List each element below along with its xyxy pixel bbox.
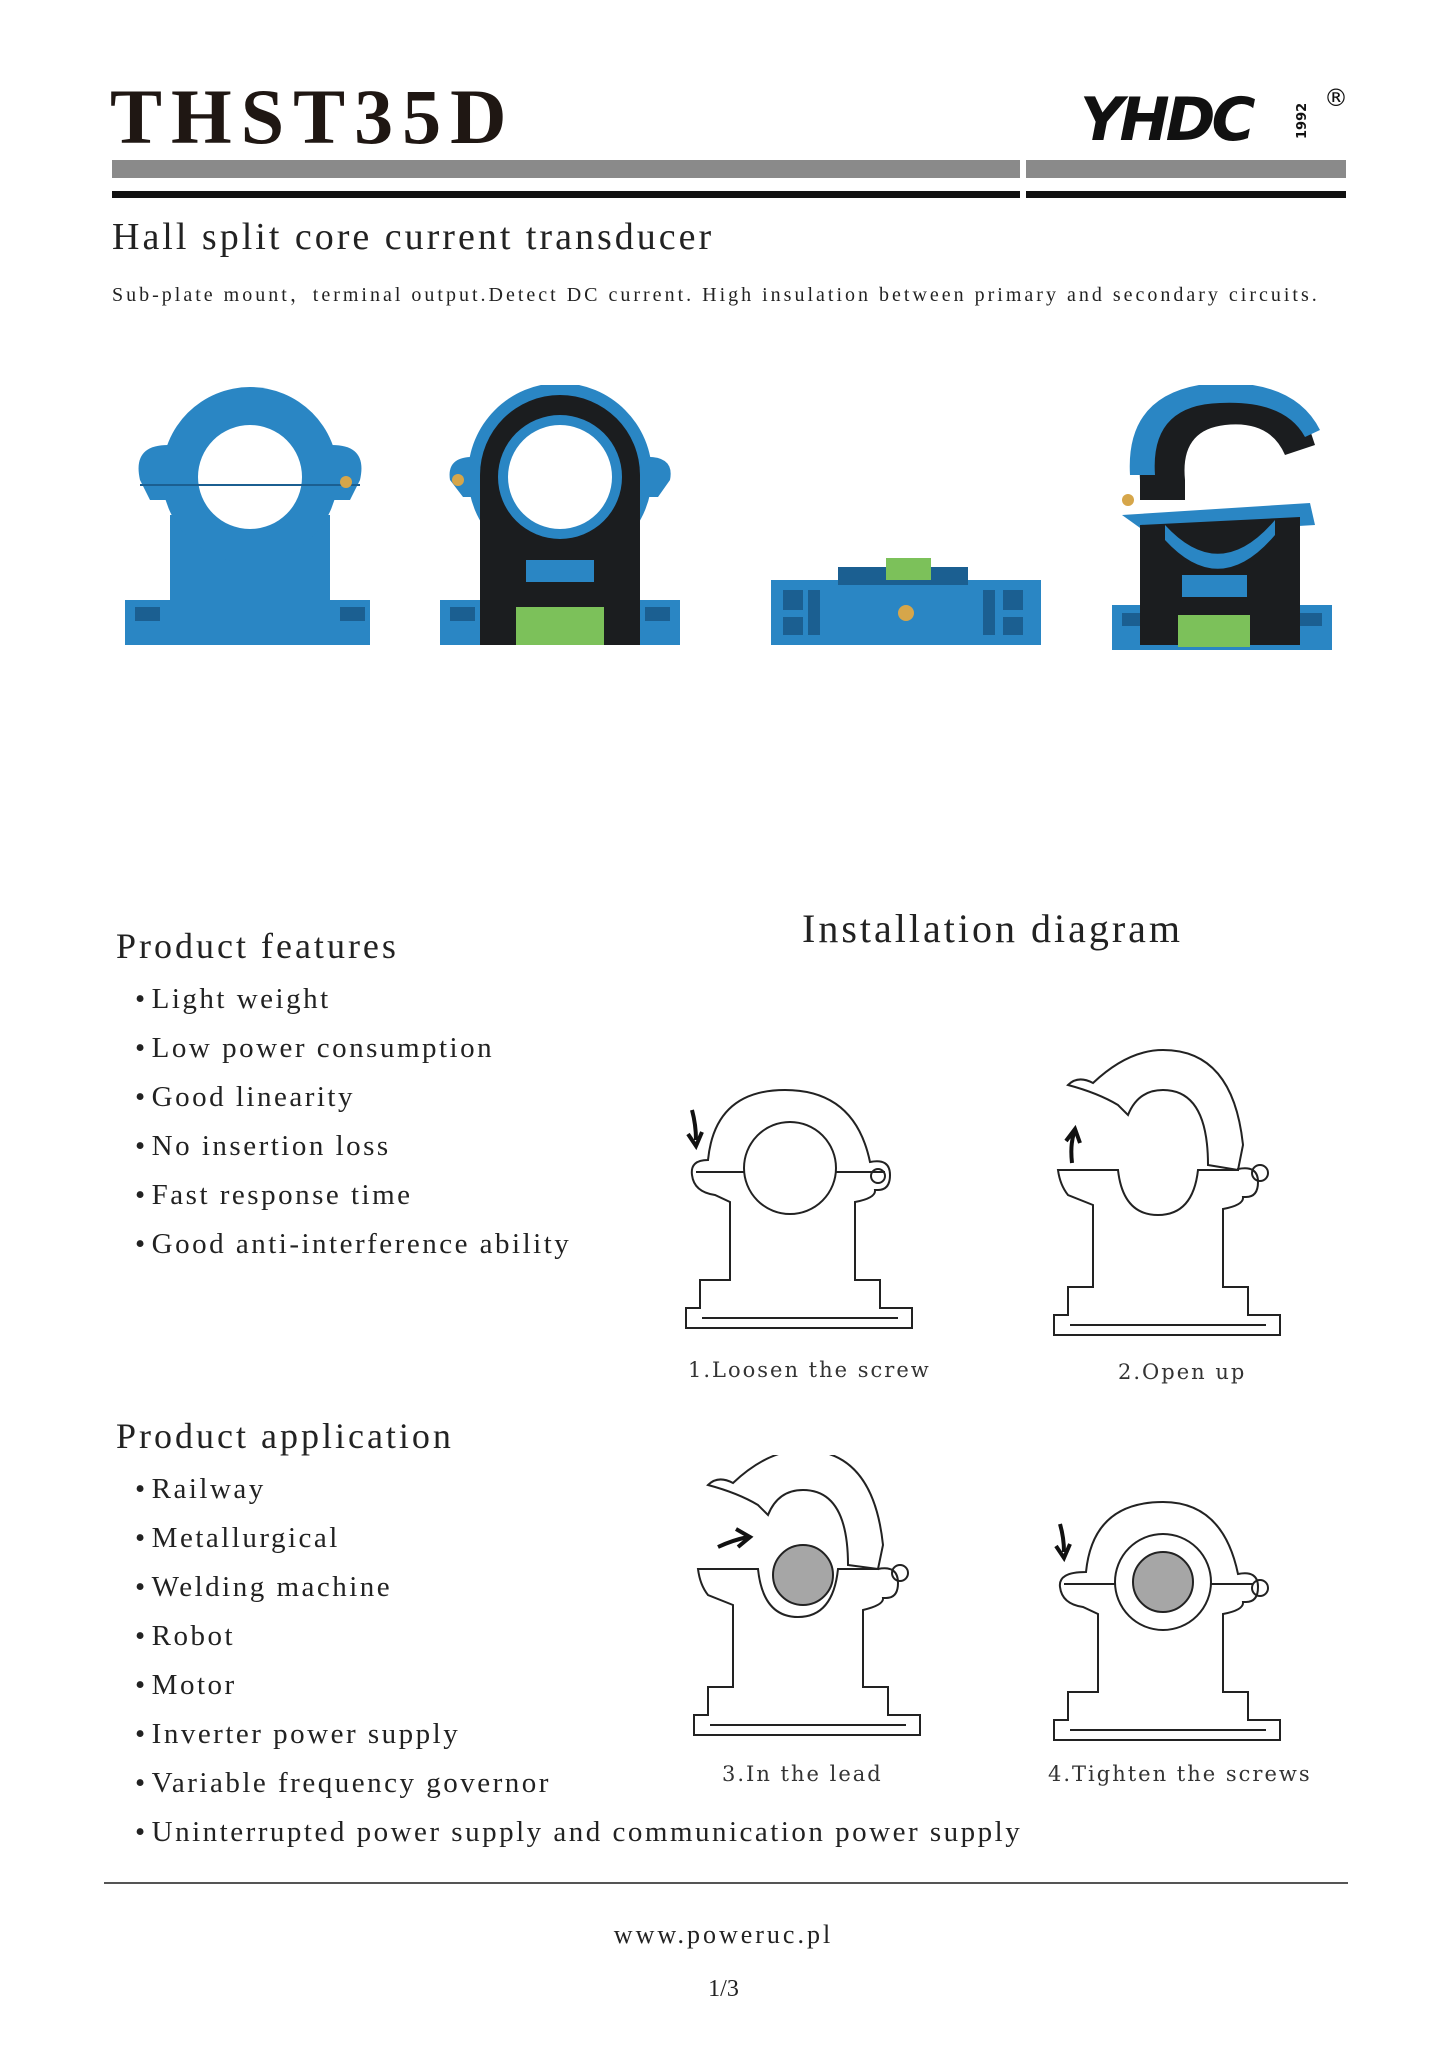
features-list bbox=[135, 975, 571, 1269]
installation-diagram-step-3 bbox=[688, 1455, 928, 1745]
list-item: • Uninterrupted power supply and communication power supply bbox=[135, 1808, 1022, 1857]
page-number: 1/3 bbox=[708, 1976, 739, 2002]
product-photo-open bbox=[1110, 385, 1335, 655]
applications-heading: Product application bbox=[116, 1416, 454, 1456]
list-item: • Robot bbox=[135, 1612, 1022, 1661]
product-subtitle: Hall split core current transducer bbox=[112, 216, 715, 258]
header-rule-grey-right bbox=[1026, 160, 1346, 178]
features-heading: Product features bbox=[116, 926, 399, 966]
step-caption: 3.In the lead bbox=[722, 1762, 883, 1786]
brand-logo bbox=[1080, 84, 1350, 155]
list-item: • Light weight bbox=[135, 975, 571, 1024]
registered-mark: ® bbox=[1324, 84, 1348, 112]
step-caption: 4.Tighten the screws bbox=[1048, 1762, 1312, 1786]
logo-text: YHDC bbox=[1080, 85, 1252, 155]
installation-diagram-step-2 bbox=[1048, 1045, 1288, 1345]
header-rule-black-right bbox=[1026, 191, 1346, 198]
footer-divider bbox=[104, 1882, 1348, 1884]
header-rule-grey-left bbox=[112, 160, 1020, 178]
list-item: • Motor bbox=[135, 1661, 1022, 1710]
list-item: • No insertion loss bbox=[135, 1122, 571, 1171]
list-item: • Welding machine bbox=[135, 1563, 1022, 1612]
list-item: • Inverter power supply bbox=[135, 1710, 1022, 1759]
list-item: • Fast response time bbox=[135, 1171, 571, 1220]
installation-heading: Installation diagram bbox=[802, 906, 1184, 951]
step-caption: 2.Open up bbox=[1118, 1360, 1247, 1384]
list-item: • Good anti-interference ability bbox=[135, 1220, 571, 1269]
list-item: • Metallurgical bbox=[135, 1514, 1022, 1563]
product-description: Sub-plate mount，terminal output.Detect DC current. High insulation between primary and secondary circuits. bbox=[112, 284, 1320, 306]
logo-year: 1992 bbox=[1295, 102, 1310, 140]
step-caption: 1.Loosen the screw bbox=[688, 1358, 931, 1382]
header-rule-black-left bbox=[112, 191, 1020, 198]
list-item: • Good linearity bbox=[135, 1073, 571, 1122]
list-item: • Railway bbox=[135, 1465, 1022, 1514]
list-item: • Low power consumption bbox=[135, 1024, 571, 1073]
product-photo-front bbox=[120, 385, 380, 650]
footer-url: www.poweruc.pl bbox=[613, 1920, 834, 1949]
list-item: • Variable frequency governor bbox=[135, 1759, 1022, 1808]
installation-diagram-step-4 bbox=[1048, 1490, 1288, 1750]
page-title: THST35D bbox=[110, 73, 516, 160]
product-photo-back bbox=[438, 385, 683, 650]
installation-diagram-step-1 bbox=[680, 1080, 920, 1340]
product-photo-top bbox=[768, 555, 1043, 650]
